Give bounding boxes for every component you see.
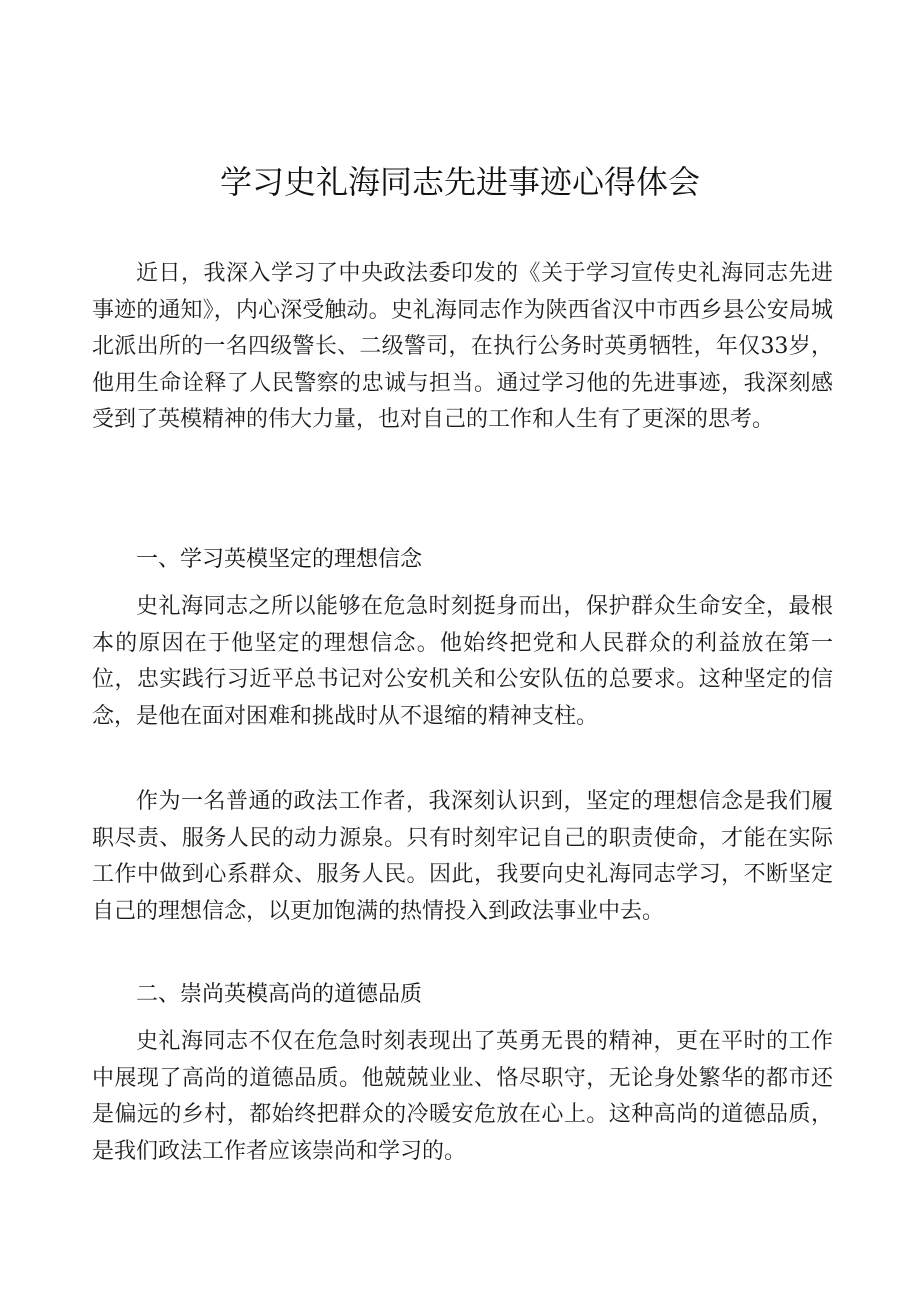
section-heading-1: 一、学习英模坚定的理想信念 [136, 547, 423, 572]
document-title: 学习史礼海同志先进事迹心得体会 [219, 163, 700, 201]
paragraph-section-1-a: 史礼海同志之所以能够在危急时刻挺身而出，保护群众生命安全，最根本的原因在于他坚定的理想信念。他始终把党和人民群众的利益放在第一位，忠实践行习近平总书记对公安机关和公安队伍的总要求。这种坚定的信念，是他在面对困难和挑战时从不退缩的精神支柱。 [92, 594, 833, 729]
paragraph-intro: 近日，我深入学习了中央政法委印发的《关于学习宣传史礼海同志先进事迹的通知》，内心深受触动。史礼海同志作为陕西省汉中市西乡县公安局城北派出所的一名四级警长、二级警司，在执行公务时英勇牺牲，年仅33岁，他用生命诠释了人民警察的忠诚与担当。通过学习他的先进事迹，我深刻感受到了英模精神的伟大力量，也对自己的工作和人生有了更深的思考。 [92, 261, 833, 433]
section-heading-2: 二、崇尚英模高尚的道德品质 [136, 982, 423, 1007]
paragraph-section-1-b: 作为一名普通的政法工作者，我深刻认识到，坚定的理想信念是我们履职尽责、服务人民的动力源泉。只有时刻牢记自己的职责使命，才能在实际工作中做到心系群众、服务人民。因此，我要向史礼海同志学习，不断坚定自己的理想信念，以更加饱满的热情投入到政法事业中去。 [92, 789, 833, 924]
paragraph-section-2-a: 史礼海同志不仅在危急时刻表现出了英勇无畏的精神，更在平时的工作中展现了高尚的道德品质。他兢兢业业、恪尽职守，无论身处繁华的都市还是偏远的乡村，都始终把群众的冷暖安危放在心上。这种高尚的道德品质，是我们政法工作者应该崇尚和学习的。 [92, 1029, 833, 1164]
